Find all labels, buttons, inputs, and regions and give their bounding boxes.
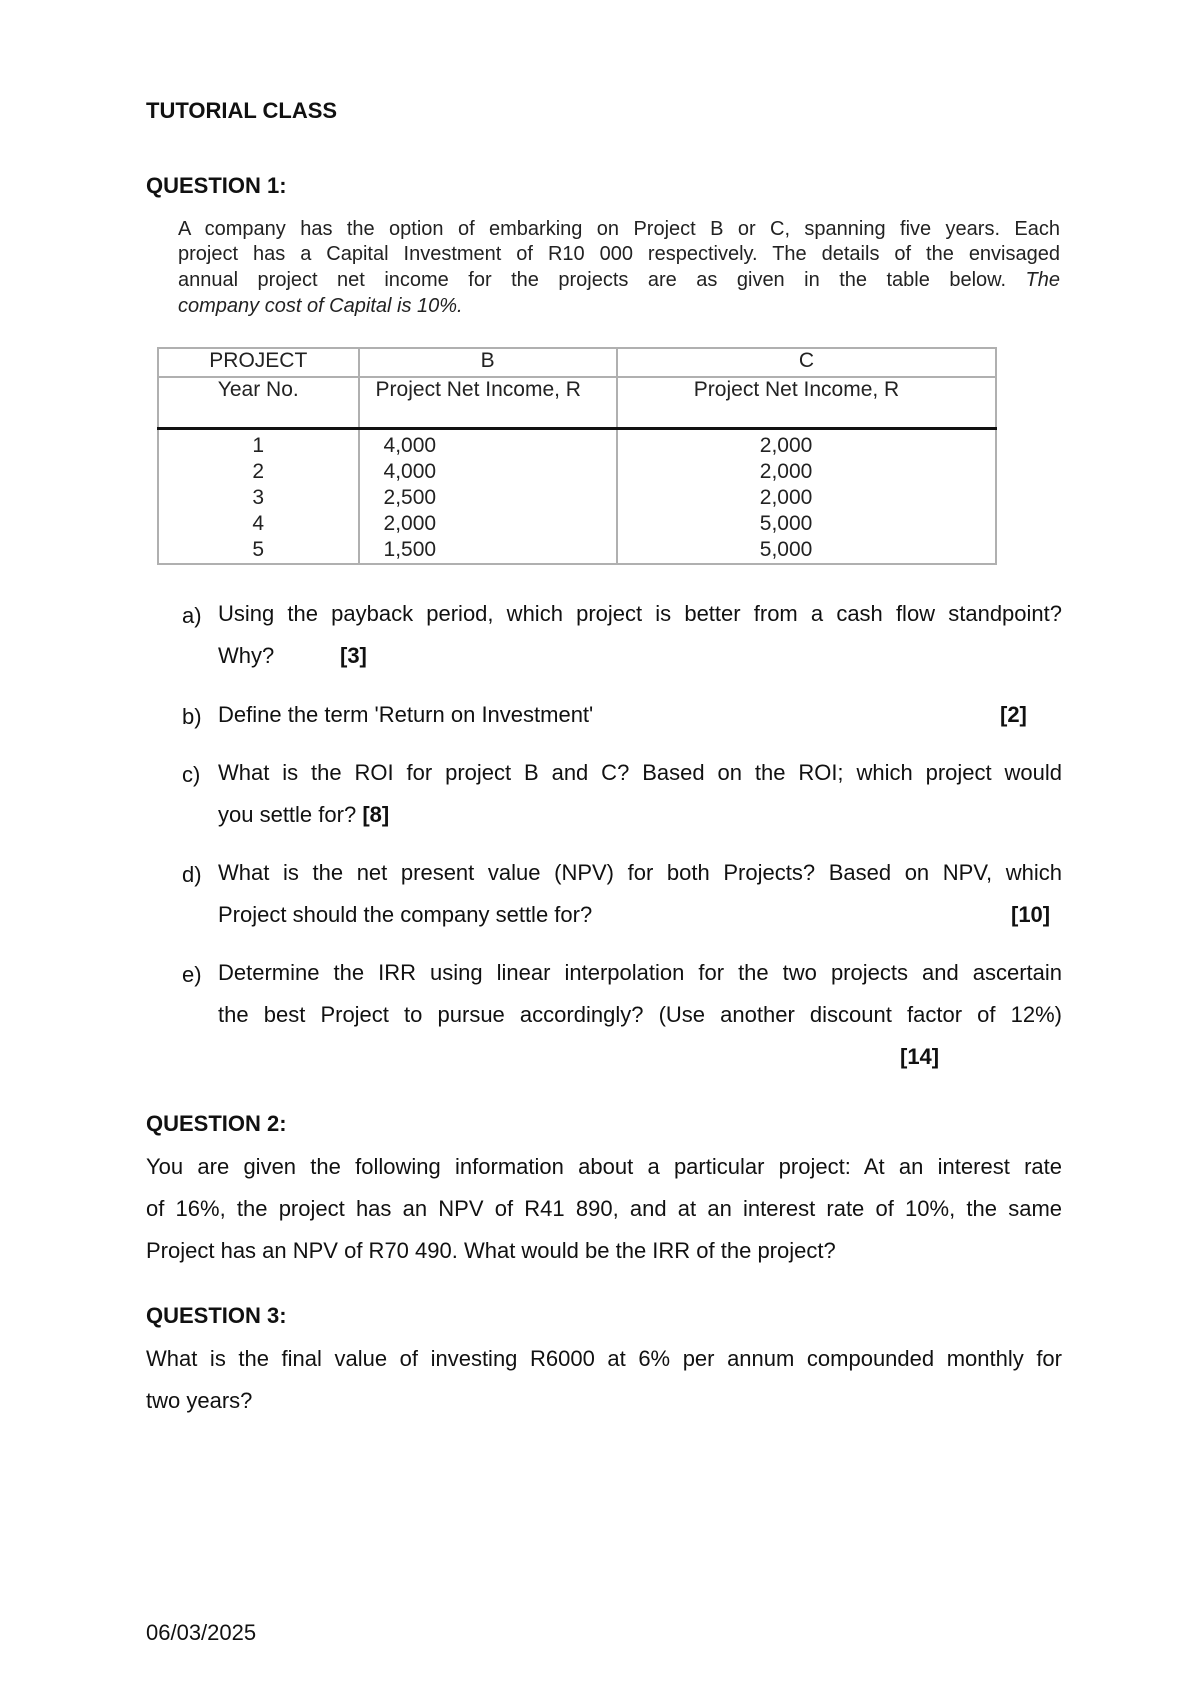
- b-value-cell: 4,000: [383, 434, 437, 457]
- table-row: [158, 429, 996, 565]
- project-income-table: [157, 347, 997, 565]
- header-c: C: [617, 348, 996, 377]
- question-1c-line2: you settle for?: [218, 802, 357, 827]
- project-b-column: [359, 429, 617, 565]
- c-value-cell: 5,000: [759, 538, 813, 561]
- header-year: Year No.: [158, 377, 359, 429]
- question-1c-line2-wrap: [218, 794, 389, 836]
- question-1a-marks: [3]: [340, 643, 367, 668]
- question-1c-marks: [8]: [362, 802, 390, 827]
- question-1e-line1: Determine the IRR using linear interpolation for the two projects and ascertain: [218, 960, 1062, 985]
- year-cell: 1: [252, 434, 265, 457]
- project-c-column: [617, 429, 996, 565]
- question-1d-marks: [10]: [1011, 902, 1051, 927]
- b-value-cell: 1,500: [383, 538, 437, 561]
- question-3-heading: QUESTION 3:: [146, 1303, 287, 1328]
- question-1b-line1: Define the term 'Return on Investment': [218, 702, 594, 727]
- question-1-heading: QUESTION 1:: [146, 173, 287, 198]
- question-1e-label: e): [182, 962, 202, 987]
- question-1b-marks: [2]: [1000, 702, 1027, 727]
- question-1d-line2: Project should the company settle for?: [218, 902, 593, 927]
- intro-line-text: annual project net income for the projects are as given in the table below.: [178, 269, 1007, 291]
- question-1c-line1: What is the ROI for project B and C? Based on the ROI; which project would: [218, 760, 1062, 785]
- year-cell: 3: [252, 486, 265, 509]
- question-1a-label: a): [182, 603, 202, 628]
- question-1d-label: d): [182, 862, 202, 887]
- table-header-row: [158, 348, 996, 377]
- intro-italic-tail: The: [1025, 269, 1060, 291]
- intro-line: company cost of Capital is 10%.: [178, 295, 463, 317]
- question-1a-line1: Using the payback period, which project is better from a cash flow standpoint?: [218, 601, 1062, 626]
- header-c-income: Project Net Income, R: [617, 377, 996, 429]
- c-value-cell: 2,000: [759, 434, 813, 457]
- header-project: PROJECT: [158, 348, 359, 377]
- year-cell: 4: [252, 512, 265, 535]
- question-1d-line1: What is the net present value (NPV) for both Projects? Based on NPV, which: [218, 860, 1062, 885]
- intro-line: A company has the option of embarking on Project B or C, spanning five years. Each: [178, 218, 1060, 240]
- c-value-cell: 2,000: [759, 486, 813, 509]
- footer-date: 06/03/2025: [146, 1620, 257, 1645]
- question-1e-marks: [14]: [900, 1044, 940, 1069]
- question-2-line: of 16%, the project has an NPV of R41 890, and at an interest rate of 10%, the same: [146, 1196, 1062, 1221]
- table-subheader-row: [158, 377, 996, 429]
- header-b: B: [359, 348, 617, 377]
- page-title: TUTORIAL CLASS: [146, 98, 338, 123]
- intro-line: [178, 269, 1060, 292]
- year-cell: 2: [252, 460, 265, 483]
- question-1c-label: c): [182, 762, 201, 787]
- question-1b-label: b): [182, 704, 202, 729]
- header-b-income: Project Net Income, R: [359, 377, 617, 429]
- question-2-heading: QUESTION 2:: [146, 1111, 287, 1136]
- c-value-cell: 2,000: [759, 460, 813, 483]
- b-value-cell: 2,500: [383, 486, 437, 509]
- question-1e-line2: the best Project to pursue accordingly? (Use another discount factor of 12%): [218, 1002, 1062, 1027]
- year-cell: 5: [252, 538, 265, 561]
- b-value-cell: 2,000: [383, 512, 437, 535]
- intro-line: project has a Capital Investment of R10 000 respectively. The details of the envisaged: [178, 243, 1060, 265]
- question-1a-line2: Why?: [218, 643, 275, 668]
- b-value-cell: 4,000: [383, 460, 437, 483]
- question-3-line: two years?: [146, 1388, 253, 1413]
- c-value-cell: 5,000: [759, 512, 813, 535]
- question-3-line: What is the final value of investing R6000 at 6% per annum compounded monthly for: [146, 1346, 1062, 1371]
- year-column: [158, 429, 359, 565]
- question-2-line: Project has an NPV of R70 490. What would be the IRR of the project?: [146, 1238, 836, 1263]
- question-2-line: You are given the following information about a particular project: At an interest rate: [146, 1154, 1062, 1179]
